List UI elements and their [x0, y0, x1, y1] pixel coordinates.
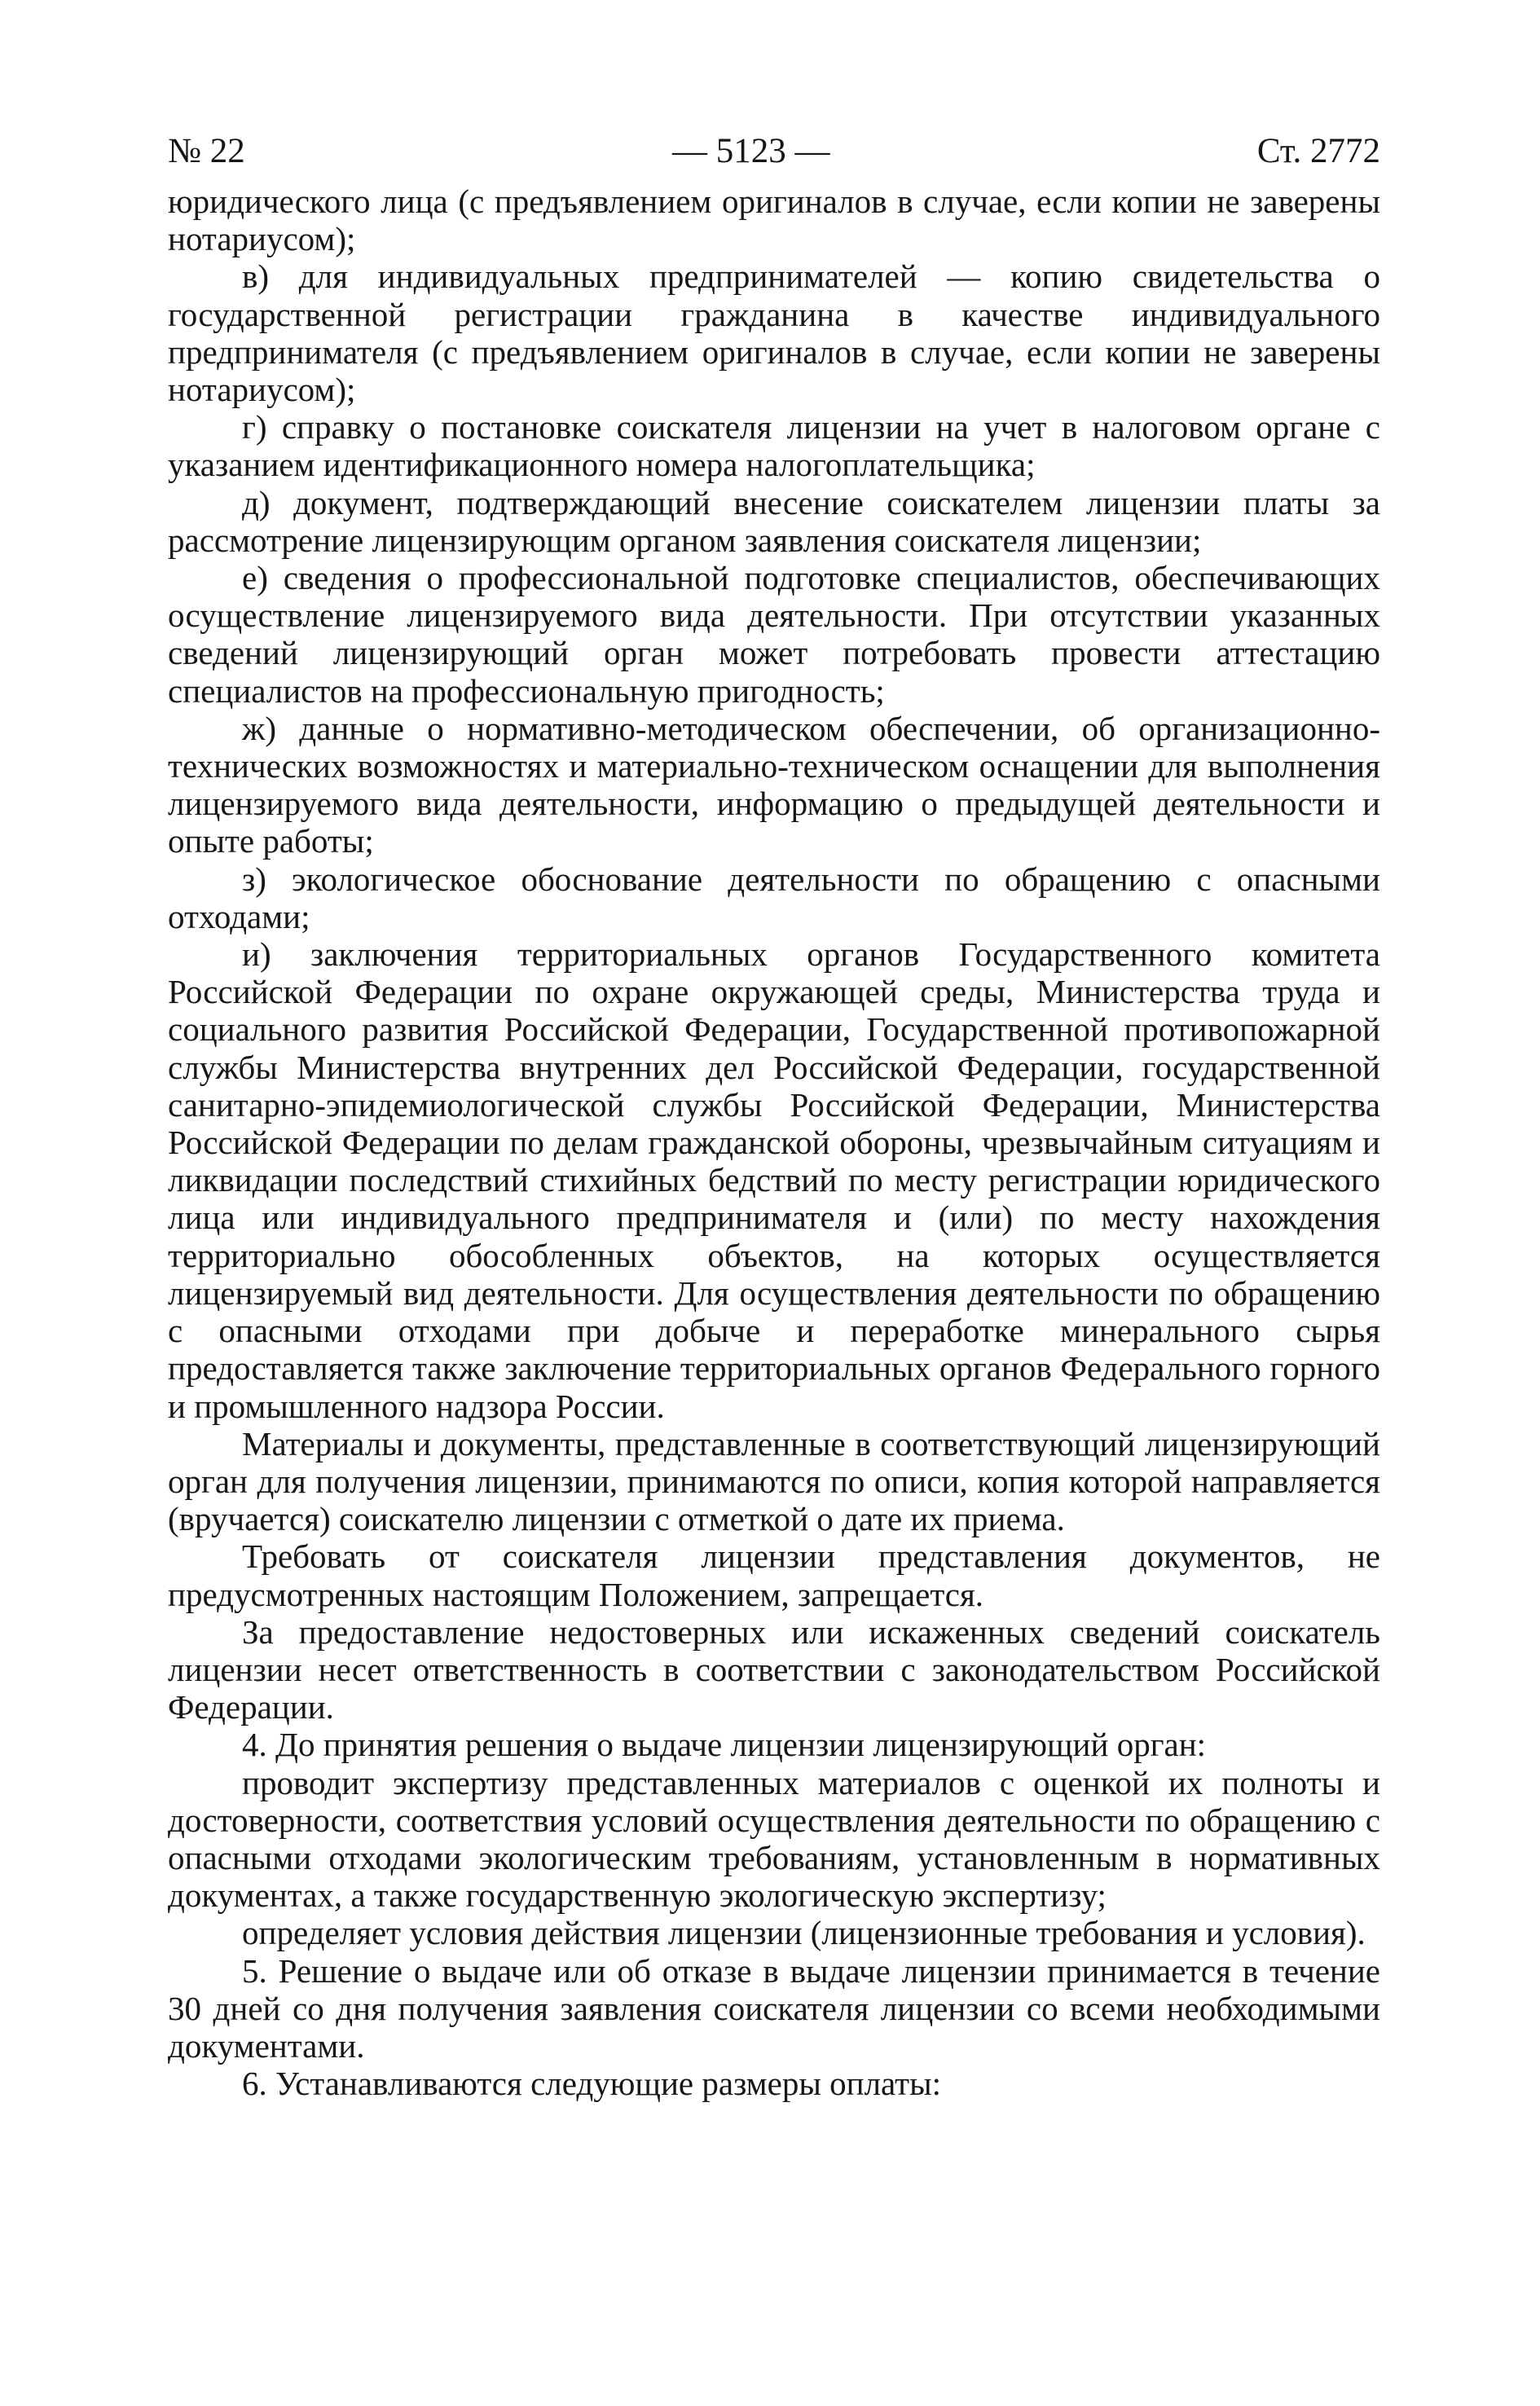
paragraph-section-5: 5. Решение о выдаче или об отказе в выдаче лицензии принимается в течение 30 дней со дня получения заявления соискателя лицензии со всеми необходимыми документами.: [168, 1951, 1380, 2065]
paragraph-continuation: юридического лица (с предъявлением оригиналов в случае, если копии не заверены нотариусом);: [168, 183, 1380, 258]
page-number: — 5123 —: [672, 132, 830, 170]
paragraph-item-e: е) сведения о профессиональной подготовке специалистов, обеспечивающих осуществление лицензируемого вида деятельности. При отсутствии указанных сведений лицензирующий орган может потребовать провести аттестацию специалистов на профессиональную пригодность;: [168, 559, 1380, 710]
paragraph-item-g: г) справку о постановке соискателя лицензии на учет в налоговом органе с указанием идентификационного номера налогоплательщика;: [168, 408, 1380, 484]
issue-number: № 22: [168, 132, 245, 170]
document-page: [168, 132, 1380, 2102]
paragraph-expertise: проводит экспертизу представленных материалов с оценкой их полноты и достоверности, соответствия условий осуществления деятельности по обращению с опасными отходами экологическим требованиям, установленным в нормативных документах, а также государственную экологическую экспертизу;: [168, 1763, 1380, 1915]
paragraph-materials: Материалы и документы, представленные в соответствующий лицензирующий орган для получения лицензии, принимаются по описи, копия которой направляется (вручается) соискателю лицензии с отметкой о дате их приема.: [168, 1424, 1380, 1538]
page-header: [168, 132, 1380, 171]
paragraph-item-v: в) для индивидуальных предпринимателей — копию свидетельства о государственной регистрации гражданина в качестве индивидуального предпринимателя (с предъявлением оригиналов в случае, если копии не заверены нотариусом);: [168, 257, 1380, 409]
paragraph-item-z: з) экологическое обоснование деятельности по обращению с опасными отходами;: [168, 860, 1380, 935]
paragraph-responsibility: За предоставление недостоверных или искаженных сведений соискатель лицензии несет ответственность в соответствии с законодательством Российской Федерации.: [168, 1612, 1380, 1726]
article-number: Ст. 2772: [1256, 132, 1380, 170]
paragraph-item-zh: ж) данные о нормативно-методическом обеспечении, об организационно-технических возможностях и материально-техническом оснащении для выполнения лицензируемого вида деятельности, информацию о предыдущей деятельности и опыте работы;: [168, 709, 1380, 860]
paragraph-item-i: и) заключения территориальных органов Государственного комитета Российской Федерации по охране окружающей среды, Министерства труда и социального развития Российской Федерации, Государственной противопожарной службы Министерства внутренних дел Российской Федерации, государственной санитарно-эпидемиологической службы Российской Федерации, Министерства Российской Федерации по делам гражданской обороны, чрезвычайным ситуациям и ликвидации последствий стихийных бедствий по месту регистрации юридического лица или индивидуального предпринимателя и (или) по месту нахождения территориально обособленных объектов, на которых осуществляется лицензируемый вид деятельности. Для осуществления деятельности по обращению с опасными отходами при добыче и переработке минерального сырья предоставляется также заключение территориальных органов Федерального горного и промышленного надзора России.: [168, 935, 1380, 1425]
document-body: [168, 183, 1380, 2102]
paragraph-section-6: 6. Устанавливаются следующие размеры оплаты:: [242, 2065, 942, 2103]
paragraph-conditions: определяет условия действия лицензии (лицензионные требования и условия).: [242, 1914, 1366, 1952]
paragraph-section-4: 4. До принятия решения о выдаче лицензии лицензирующий орган:: [242, 1726, 1207, 1764]
paragraph-prohibition: Требовать от соискателя лицензии представления документов, не предусмотренных настоящим Положением, запрещается.: [168, 1537, 1380, 1613]
paragraph-item-d: д) документ, подтверждающий внесение соискателем лицензии платы за рассмотрение лицензирующим органом заявления соискателя лицензии;: [168, 483, 1380, 559]
